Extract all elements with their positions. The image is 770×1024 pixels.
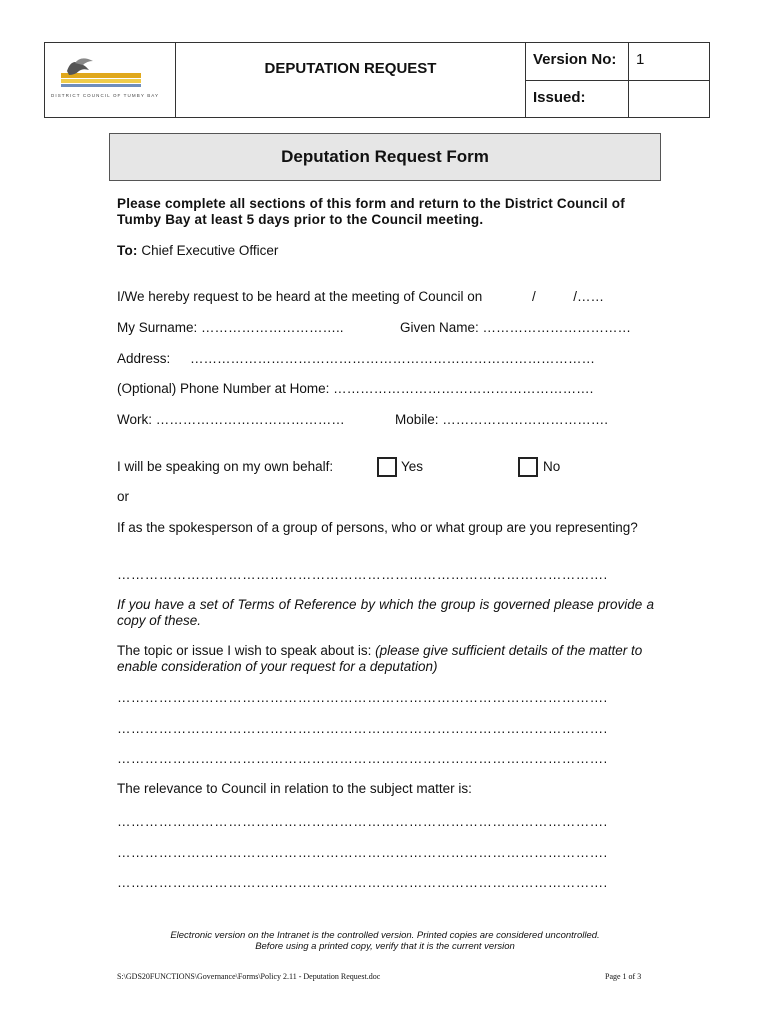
home-phone-field[interactable]: (Optional) Phone Number at Home: …………………………………………………. (117, 381, 594, 396)
logo-text: DISTRICT COUNCIL OF TUMBY BAY (51, 93, 160, 98)
topic-answer-line-1[interactable]: ……………………………………………………………………………………………. (117, 690, 608, 705)
form-title: Deputation Request Form (109, 133, 661, 181)
topic-label: The topic or issue I wish to speak about is: (117, 643, 372, 658)
version-label: Version No: (526, 43, 629, 80)
council-logo-graphic (45, 43, 175, 117)
terms-of-reference-note: If you have a set of Terms of Reference by which the group is governed please provide a copy of these. (117, 597, 654, 628)
council-logo (45, 43, 176, 117)
mobile-field[interactable]: Mobile: ………………………………. (395, 412, 609, 427)
spokesperson-question: If as the spokesperson of a group of persons, who or what group are you representing? (117, 520, 638, 535)
to-line (117, 243, 278, 259)
file-path: S:\GDS20FUNCTIONS\Governance\Forms\Policy 2.11 - Deputation Request.doc (117, 972, 381, 981)
yes-label: Yes (401, 459, 424, 474)
header-title: DEPUTATION REQUEST (176, 43, 526, 117)
document-header (44, 42, 710, 118)
relevance-answer-line-3[interactable]: ……………………………………………………………………………………………. (117, 875, 608, 890)
work-phone-field[interactable]: Work: …………………………………… (117, 412, 345, 427)
version-value: 1 (636, 51, 645, 68)
meeting-request-text: I/We hereby request to be heard at the meeting of Council on (117, 289, 483, 304)
relevance-label: The relevance to Council in relation to the subject matter is: (117, 781, 472, 796)
topic-note: (please give sufficient details of the matter to enable consideration of your request for a deputation) (117, 643, 643, 674)
footer-control-note: Electronic version on the Intranet is the controlled version. Printed copies are considered uncontrolled. (170, 930, 600, 941)
given-name-field[interactable]: Given Name: …………………………… (400, 320, 632, 335)
to-label: To: (117, 243, 138, 258)
meeting-date-field[interactable]: / /…… (532, 289, 605, 304)
topic-prompt (117, 643, 654, 675)
surname-field[interactable]: My Surname: ………………………….. (117, 320, 344, 335)
own-behalf-label: I will be speaking on my own behalf: (117, 459, 334, 474)
group-answer-line[interactable]: ……………………………………………………………………………………………. (117, 567, 608, 582)
no-label: No (543, 459, 561, 474)
issued-value[interactable] (629, 81, 709, 118)
topic-answer-line-3[interactable]: ……………………………………………………………………………………………. (117, 751, 608, 766)
or-label: or (117, 489, 130, 504)
relevance-answer-line-2[interactable]: ……………………………………………………………………………………………. (117, 845, 608, 860)
form-instructions: Please complete all sections of this form and return to the District Council of Tumby Bay at least 5 days prior to the Council meeting. (117, 196, 625, 227)
version-row (526, 43, 709, 80)
address-label: Address: (117, 351, 171, 366)
relevance-answer-line-1[interactable]: ……………………………………………………………………………………………. (117, 814, 608, 829)
to-value: Chief Executive Officer (141, 243, 279, 258)
issued-row (526, 80, 709, 118)
topic-answer-line-2[interactable]: ……………………………………………………………………………………………. (117, 721, 608, 736)
page-number: Page 1 of 3 (605, 972, 642, 981)
address-field[interactable]: ……………………………………………………………………………… (190, 351, 595, 366)
issued-label: Issued: (526, 81, 629, 118)
yes-checkbox[interactable] (377, 457, 397, 477)
footer-verify-note: Before using a printed copy, verify that it is the current version (255, 941, 515, 952)
no-checkbox[interactable] (518, 457, 538, 477)
header-meta (526, 43, 709, 117)
